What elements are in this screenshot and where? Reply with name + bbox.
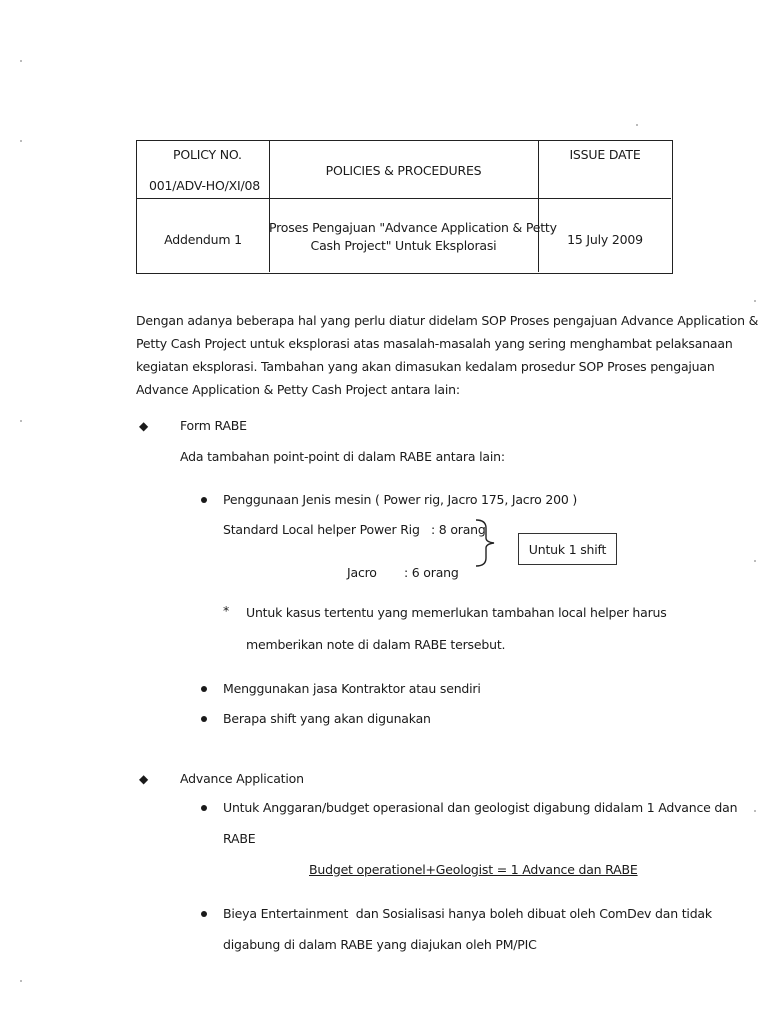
bullet-dot-icon bbox=[201, 497, 207, 503]
list-item: Menggunakan jasa Kontraktor atau sendiri bbox=[223, 681, 481, 696]
document-title: POLICIES & PROCEDURES bbox=[325, 163, 482, 178]
bullet-dot-icon bbox=[201, 686, 207, 692]
intro-line: kegiatan eksplorasi. Tambahan yang akan dimasukan kedalam prosedur SOP Proses pengajuan bbox=[136, 359, 715, 374]
list-item: Berapa shift yang akan digunakan bbox=[223, 711, 431, 726]
helper-jacro-value: : 6 orang bbox=[404, 565, 459, 580]
section-title-advance-application: Advance Application bbox=[180, 771, 304, 786]
issue-date-value: 15 July 2009 bbox=[567, 232, 643, 247]
list-item-continuation: RABE bbox=[223, 831, 256, 846]
curly-brace-icon bbox=[474, 518, 504, 568]
asterisk-marker: * bbox=[223, 603, 230, 618]
helper-jacro-label: Jacro bbox=[347, 565, 377, 580]
subject-line-2: Cash Project" Untuk Eksplorasi bbox=[310, 238, 497, 253]
scan-speck bbox=[754, 300, 756, 302]
intro-line: Advance Application & Petty Cash Project antara lain: bbox=[136, 382, 460, 397]
intro-line: Petty Cash Project untuk eksplorasi atas masalah-masalah yang sering menghambat pelaksanaan bbox=[136, 336, 733, 351]
shift-note-text: Untuk 1 shift bbox=[528, 541, 607, 557]
budget-formula: Budget operationel+Geologist = 1 Advance dan RABE bbox=[309, 862, 638, 877]
bullet-dot-icon bbox=[201, 805, 207, 811]
intro-line: Dengan adanya beberapa hal yang perlu diatur didelam SOP Proses pengajuan Advance Application & bbox=[136, 313, 759, 328]
list-item-continuation: digabung di dalam RABE yang diajukan oleh PM/PIC bbox=[223, 937, 537, 952]
issue-date-label: ISSUE DATE bbox=[569, 147, 641, 162]
policy-header-table bbox=[136, 140, 673, 274]
scan-speck bbox=[20, 140, 22, 142]
list-item: Untuk Anggaran/budget operasional dan geologist digabung didalam 1 Advance dan bbox=[223, 800, 738, 815]
addendum-label: Addendum 1 bbox=[164, 232, 242, 247]
scan-speck bbox=[20, 980, 22, 982]
table-divider bbox=[137, 198, 671, 199]
policy-no-label: POLICY NO. bbox=[173, 147, 242, 162]
note-line: memberikan note di dalam RABE tersebut. bbox=[246, 637, 506, 652]
bullet-dot-icon bbox=[201, 911, 207, 917]
policy-no-value: 001/ADV-HO/XI/08 bbox=[149, 178, 260, 193]
bullet-dot-icon bbox=[201, 716, 207, 722]
diamond-bullet-icon: ◆ bbox=[139, 772, 149, 786]
section-lead: Ada tambahan point-point di dalam RABE antara lain: bbox=[180, 449, 505, 464]
scan-speck bbox=[754, 560, 756, 562]
subject-line-1: Proses Pengajuan "Advance Application & Petty bbox=[269, 220, 557, 235]
helper-power-rig: Standard Local helper Power Rig : 8 orang bbox=[223, 522, 486, 537]
list-item: Bieya Entertainment dan Sosialisasi hanya boleh dibuat oleh ComDev dan tidak bbox=[223, 906, 712, 921]
scan-speck bbox=[636, 124, 638, 126]
scan-speck bbox=[754, 810, 756, 812]
list-item: Penggunaan Jenis mesin ( Power rig, Jacro 175, Jacro 200 ) bbox=[223, 492, 578, 507]
scan-speck bbox=[20, 420, 22, 422]
section-title-form-rabe: Form RABE bbox=[180, 418, 247, 433]
diamond-bullet-icon: ◆ bbox=[139, 419, 149, 433]
scan-speck bbox=[20, 60, 22, 62]
shift-note-box bbox=[518, 533, 617, 565]
note-line: Untuk kasus tertentu yang memerlukan tambahan local helper harus bbox=[246, 605, 667, 620]
